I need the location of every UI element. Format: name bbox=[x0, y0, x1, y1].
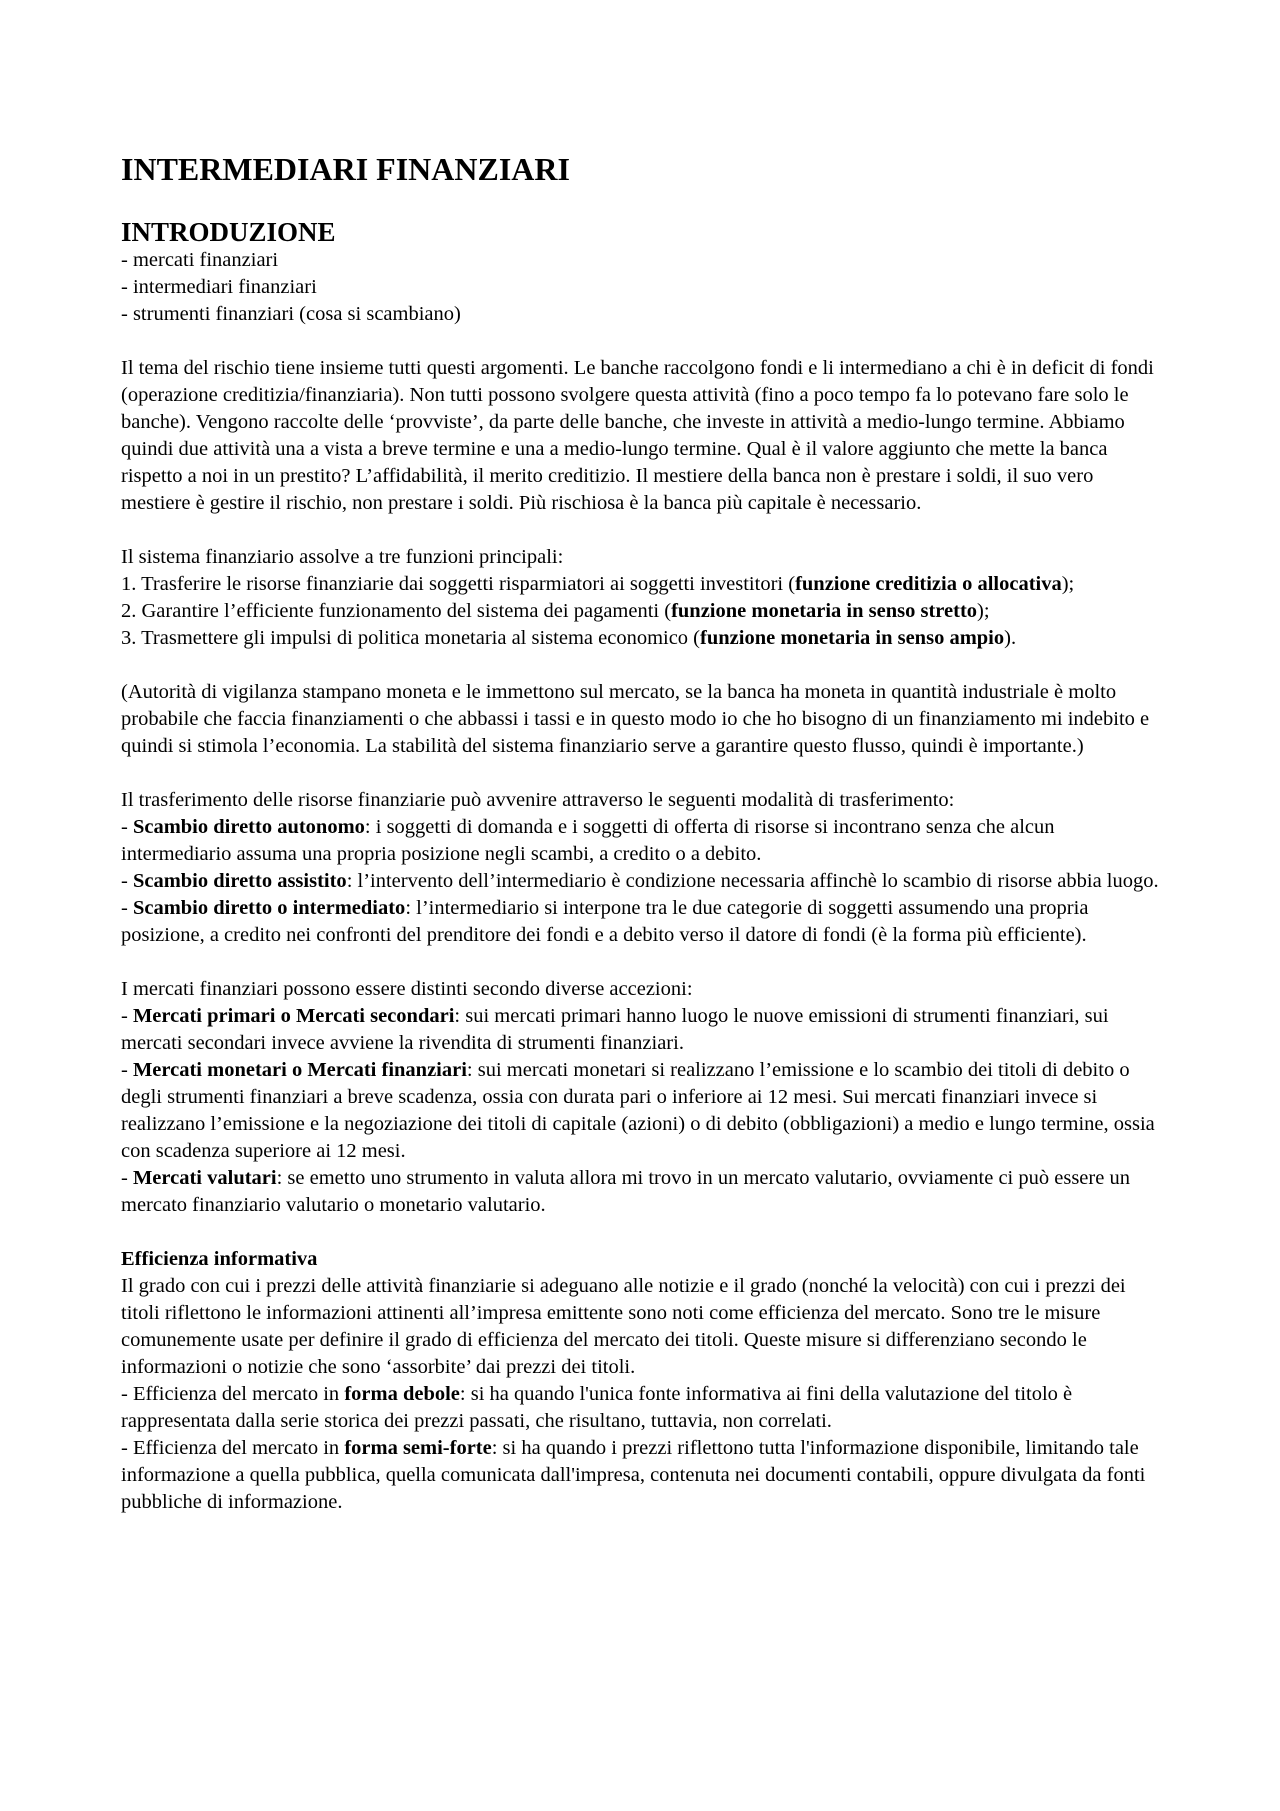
vigilanza-paragraph: (Autorità di vigilanza stampano moneta e le immettono sul mercato, se la banca ha moneta in quantità industriale è molto probabile che faccia finanziamenti o che abbassi i tassi e in questo modo io che ho bisogno di un finanziamento mi indebito e quindi si stimola l’economia. La stabilità del sistema finanziario serve a garantire questo flusso, quindi è importante.) bbox=[121, 681, 1150, 757]
transfer-lead: Il trasferimento delle risorse finanziarie può avvenire attraverso le seguenti modalità di trasferimento: bbox=[121, 789, 955, 811]
list-item: - strumenti finanziari (cosa si scambiano) bbox=[121, 303, 461, 325]
list-item: - Mercati monetari o Mercati finanziari: sui mercati monetari si realizzano l’emissione e lo scambio dei titoli di debito o degli strumenti finanziari a breve scadenza, ossia con durata pari o inferiore ai 12 mesi. Sui mercati finanziari invece si realizzano l’emissione e la negoziazione dei titoli di capitale (azioni) o di debito (obbligazioni) a medio e lungo termine, ossia con scadenza superiore ai 12 mesi. bbox=[121, 1059, 1155, 1162]
list-item: - Scambio diretto o intermediato: l’intermediario si interpone tra le due categorie di soggetti assumendo una propria posizione, a credito nei confronti del prenditore dei fondi e a debito verso il datore di fondi (è la forma più efficiente). bbox=[121, 897, 1089, 946]
transfer-section bbox=[121, 787, 1166, 949]
list-item: - Mercati primari o Mercati secondari: sui mercati primari hanno luogo le nuove emissioni di strumenti finanziari, sui mercati secondari invece avviene la rivendita di strumenti finanziari. bbox=[121, 1005, 1109, 1054]
section-heading-introduzione: INTRODUZIONE bbox=[121, 217, 336, 247]
list-item: - Scambio diretto assistito: l’intervento dell’intermediario è condizione necessaria affinchè lo scambio di risorse abbia luogo. bbox=[121, 870, 1159, 892]
efficiency-paragraph: Il grado con cui i prezzi delle attività finanziarie si adeguano alle notizie e il grado (nonché la velocità) con cui i prezzi dei titoli riflettono le informazioni attinenti all’impresa emittente sono noti come efficienza del mercato. Sono tre le misure comunemente usate per definire il grado di efficienza del mercato dei titoli. Queste misure si differenziano secondo le informazioni o notizie che sono ‘assorbite’ dai prezzi dei titoli. bbox=[121, 1275, 1126, 1378]
section-heading-efficienza: Efficienza informativa bbox=[121, 1248, 318, 1270]
list-item: - Scambio diretto autonomo: i soggetti di domanda e i soggetti di offerta di risorse si incontrano senza che alcun intermediario assuma una propria posizione negli scambi, a credito o a debito. bbox=[121, 816, 1055, 865]
list-item: - mercati finanziari bbox=[121, 249, 279, 271]
list-item: - Efficienza del mercato in forma debole: si ha quando l'unica fonte informativa ai fini della valutazione del titolo è rappresentata dalla serie storica dei prezzi passati, che risultano, tuttavia, non correlati. bbox=[121, 1383, 1073, 1432]
markets-lead: I mercati finanziari possono essere distinti secondo diverse accezioni: bbox=[121, 978, 693, 1000]
list-item: - intermediari finanziari bbox=[121, 276, 317, 298]
markets-section bbox=[121, 976, 1166, 1219]
list-item: - Mercati valutari: se emetto uno strumento in valuta allora mi trovo in un mercato valutario, ovviamente ci può essere un mercato finanziario valutario o monetario valutario. bbox=[121, 1167, 1130, 1216]
intro-paragraph: Il tema del rischio tiene insieme tutti questi argomenti. Le banche raccolgono fondi e li intermediano a chi è in deficit di fondi (operazione creditizia/finanziaria). Non tutti possono svolgere questa attività (fino a poco tempo fa lo potevano fare solo le banche). Vengono raccolte delle ‘provviste’, da parte delle banche, che investe in attività a medio-lungo termine. Abbiamo quindi due attività una a vista a breve termine e una a medio-lungo termine. Qual è il valore aggiunto che mette la banca rispetto a noi in un prestito? L’affidabilità, il merito creditizio. Il mestiere della banca non è prestare i soldi, il suo vero mestiere è gestire il rischio, non prestare i soldi. Più rischiosa è la banca più capitale è necessario. bbox=[121, 357, 1154, 514]
intro-list bbox=[121, 247, 1166, 328]
efficiency-section bbox=[121, 1246, 1166, 1516]
functions-lead: Il sistema finanziario assolve a tre funzioni principali: bbox=[121, 546, 564, 568]
list-item: 2. Garantire l’efficiente funzionamento del sistema dei pagamenti (funzione monetaria in senso stretto); bbox=[121, 600, 990, 622]
list-item: - Efficienza del mercato in forma semi-forte: si ha quando i prezzi riflettono tutta l'informazione disponibile, limitando tale informazione a quella pubblica, quella comunicata dall'impresa, contenuta nei documenti contabili, oppure divulgata da fonti pubbliche di informazione. bbox=[121, 1437, 1146, 1513]
document-page bbox=[121, 150, 1166, 1516]
list-item: 3. Trasmettere gli impulsi di politica monetaria al sistema economico (funzione monetaria in senso ampio). bbox=[121, 627, 1017, 649]
functions-section bbox=[121, 544, 1166, 652]
document-title: INTERMEDIARI FINANZIARI bbox=[121, 151, 570, 187]
list-item: 1. Trasferire le risorse finanziarie dai soggetti risparmiatori ai soggetti investitori (funzione creditizia o allocativa); bbox=[121, 573, 1075, 595]
